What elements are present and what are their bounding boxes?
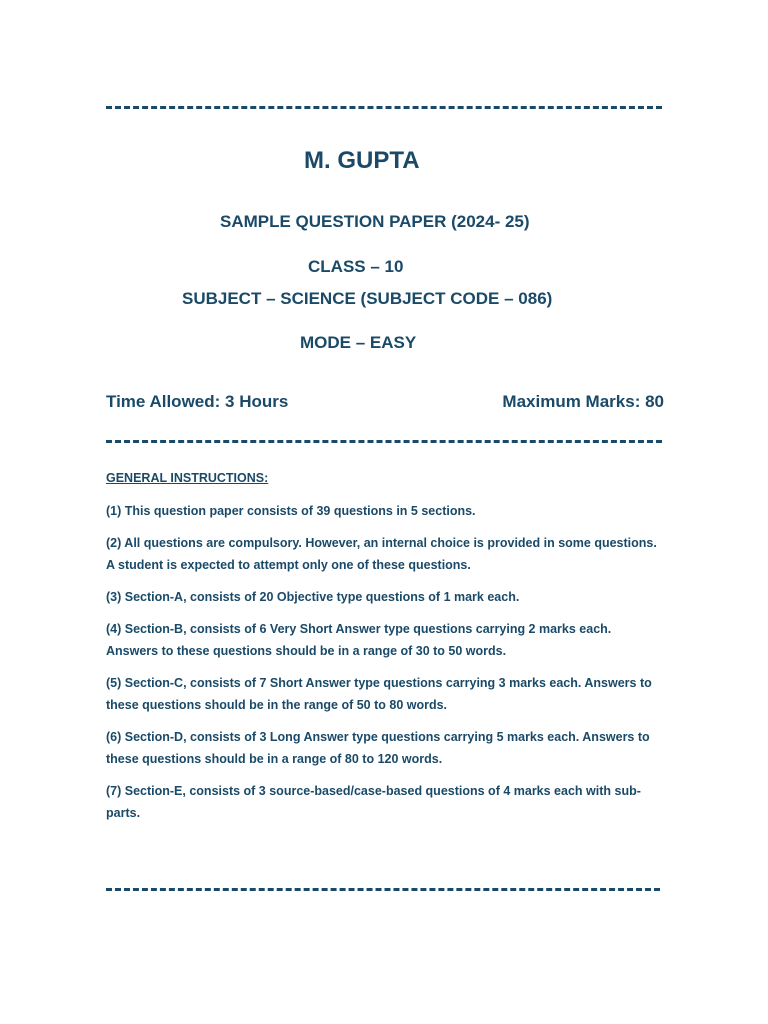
instruction-item: (6) Section-D, consists of 3 Long Answer type questions carrying 5 marks each. Answers to these questions should be in a range of 80 to 120 words. (106, 730, 650, 766)
subject-line: SUBJECT – SCIENCE (SUBJECT CODE – 086) (182, 289, 553, 308)
time-allowed: Time Allowed: 3 Hours (106, 392, 289, 411)
instructions-heading: GENERAL INSTRUCTIONS: (106, 471, 269, 485)
instruction-item: (3) Section-A, consists of 20 Objective type questions of 1 mark each. (106, 590, 520, 604)
time-marks-row (106, 392, 664, 412)
instruction-item: (2) All questions are compulsory. However, an internal choice is provided in some questions. A student is expected to attempt only one of these questions. (106, 536, 657, 572)
paper-title: SAMPLE QUESTION PAPER (2024- 25) (220, 212, 530, 231)
middle-dashed-divider (106, 440, 662, 443)
instructions-list (106, 500, 666, 834)
author-name: M. GUPTA (304, 147, 420, 174)
maximum-marks: Maximum Marks: 80 (502, 392, 664, 411)
class-line: CLASS – 10 (308, 257, 404, 276)
instruction-item: (1) This question paper consists of 39 questions in 5 sections. (106, 504, 476, 518)
instruction-item: (5) Section-C, consists of 7 Short Answer type questions carrying 3 marks each. Answers to these questions should be in the range of 50 to 80 words. (106, 676, 652, 712)
instruction-item: (4) Section-B, consists of 6 Very Short Answer type questions carrying 2 marks each. Answers to these questions should be in a range of 30 to 50 words. (106, 622, 612, 658)
mode-line: MODE – EASY (300, 333, 417, 352)
top-dashed-divider (106, 106, 662, 109)
bottom-dashed-divider (106, 888, 660, 891)
instruction-item: (7) Section-E, consists of 3 source-based/case-based questions of 4 marks each with sub-parts. (106, 784, 641, 820)
